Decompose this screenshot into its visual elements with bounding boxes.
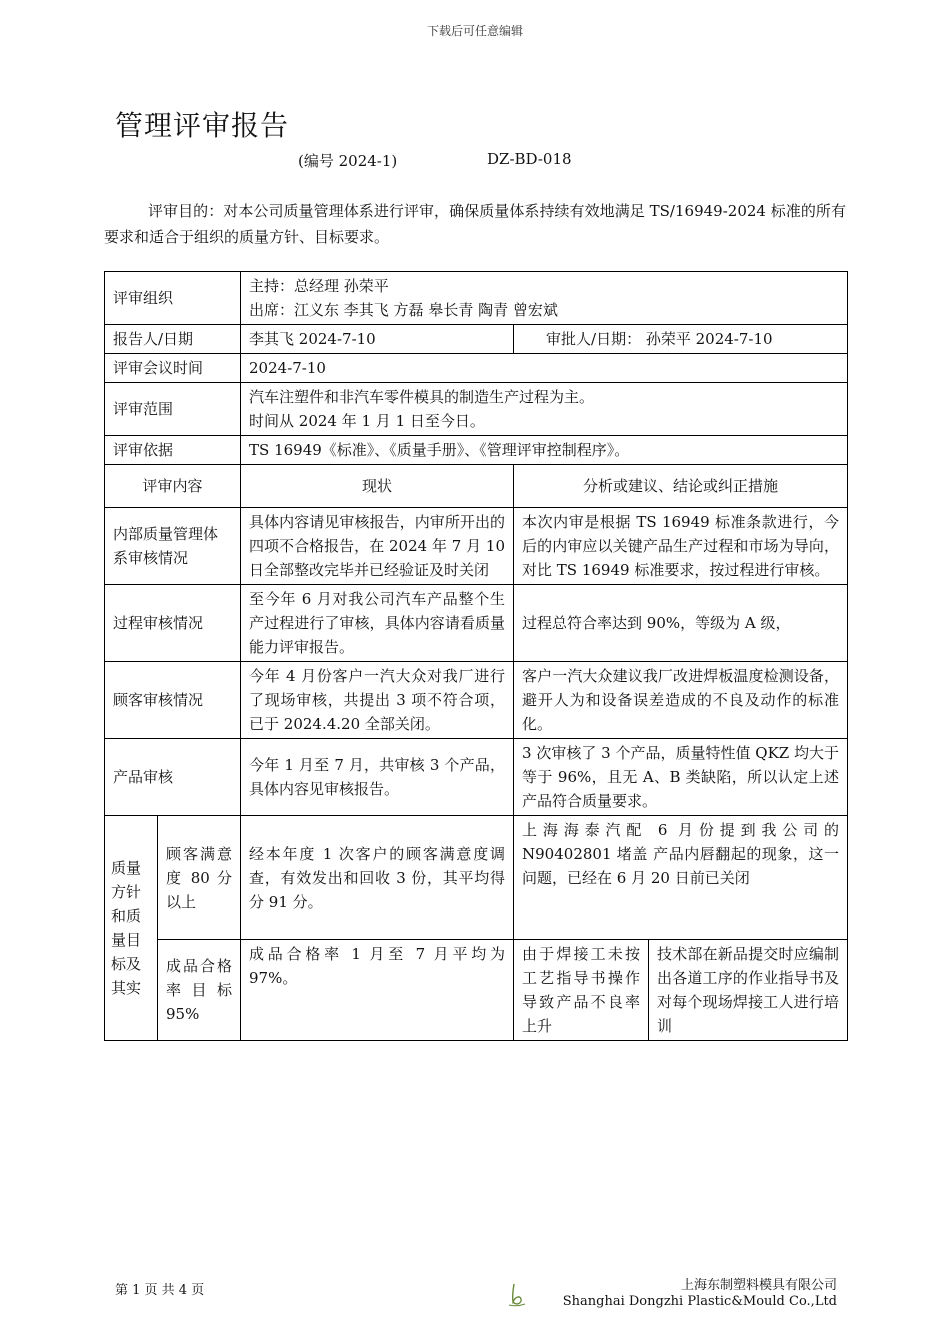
table-row <box>105 508 848 585</box>
org-value <box>241 272 848 325</box>
page-counter: 第 1 页 共 4 页 <box>115 1283 205 1298</box>
org-host: 主持：总经理 孙荣平 <box>249 277 389 295</box>
table-row <box>105 383 848 436</box>
review-table <box>104 271 848 1041</box>
org-attendees: 出席：江义东 李其飞 方磊 皋长青 陶青 曾宏斌 <box>249 301 558 319</box>
scope-line: 时间从 2024 年 1 月 1 日至今日。 <box>249 412 485 430</box>
brand-logo-icon <box>506 1282 528 1308</box>
table-row <box>105 816 848 940</box>
row-label: 产品审核 <box>105 739 241 816</box>
page-title: 管理评审报告 <box>115 109 290 142</box>
quality-sub-analysis: 上海海泰汽配 6 月份提到我公司的 N90402801 堵盖 产品内唇翻起的现象，这一问题，已经在 6 月 20 日前已关闭 <box>514 816 848 940</box>
scope-label: 评审范围 <box>105 383 241 436</box>
quality-label: 质量方针和质量目标及其实 <box>105 816 158 1041</box>
row-analysis: 3 次审核了 3 个产品，质量特性值 QKZ 均大于等于 96%，且无 A、B 类缺陷，所以认定上述产品符合质量要求。 <box>514 739 848 816</box>
meeting-label: 评审会议时间 <box>105 354 241 383</box>
company-name-cn: 上海东制塑料模具有限公司 <box>680 1278 837 1293</box>
col-header-content: 评审内容 <box>105 465 241 508</box>
quality-sub-label: 顾客满意度 80 分以上 <box>158 816 241 940</box>
row-status: 具体内容请见审核报告，内审所开出的四项不合格报告，在 2024 年 7 月 10 日全部整改完毕并已经验证及时关闭 <box>241 508 514 585</box>
company-info <box>563 1278 837 1310</box>
table-row <box>105 272 848 325</box>
org-label: 评审组织 <box>105 272 241 325</box>
col-header-status: 现状 <box>241 465 514 508</box>
basis-value: TS 16949《标准》、《质量手册》、《管理评审控制程序》。 <box>241 436 848 465</box>
quality-sub-cause: 由于焊接工未按工艺指导书操作导致产品不良率上升 <box>514 940 649 1041</box>
approver-value: 审批人/日期： 孙荣平 2024-7-10 <box>514 325 848 354</box>
col-header-analysis: 分析或建议、结论或纠正措施 <box>514 465 848 508</box>
table-row <box>105 436 848 465</box>
table-row <box>105 662 848 739</box>
serial-number: (编号 2024-1) <box>298 152 398 170</box>
row-status: 今年 1 月至 7 月，共审核 3 个产品，具体内容见审核报告。 <box>241 739 514 816</box>
scope-line: 汽车注塑件和非汽车零件模具的制造生产过程为主。 <box>249 388 595 406</box>
row-analysis: 本次内审是根据 TS 16949 标准条款进行，今后的内审应以关键产品生产过程和市场为导向，对比 TS 16949 标准要求，按过程进行审核。 <box>514 508 848 585</box>
basis-label: 评审依据 <box>105 436 241 465</box>
table-header-row <box>105 465 848 508</box>
top-note: 下载后可任意编辑 <box>426 24 523 38</box>
company-name-en: Shanghai Dongzhi Plastic&Mould Co.,Ltd <box>562 1294 837 1309</box>
document-number: DZ-BD-018 <box>487 150 572 168</box>
table-row <box>105 940 848 1041</box>
row-status: 今年 4 月份客户一汽大众对我厂进行了现场审核，共提出 3 项不符合项，已于 2024.4.20 全部关闭。 <box>241 662 514 739</box>
reporter-label: 报告人/日期 <box>105 325 241 354</box>
meeting-value: 2024-7-10 <box>241 354 848 383</box>
table-row <box>105 325 848 354</box>
row-label: 过程审核情况 <box>105 585 241 662</box>
table-row <box>105 739 848 816</box>
row-status: 至今年 6 月对我公司汽车产品整个生产过程进行了审核，具体内容请看质量能力评审报告。 <box>241 585 514 662</box>
quality-sub-action: 技术部在新品提交时应编制出各道工序的作业指导书及对每个现场焊接工人进行培训 <box>649 940 848 1041</box>
quality-sub-status: 成品合格率 1 月至 7 月平均为 97%。 <box>241 940 514 1041</box>
quality-sub-label: 成品合格率目标 95% <box>158 940 241 1041</box>
row-analysis: 过程总符合率达到 90%，等级为 A 级， <box>514 585 848 662</box>
row-label: 顾客审核情况 <box>105 662 241 739</box>
row-label: 内部质量管理体系审核情况 <box>105 508 241 585</box>
scope-value <box>241 383 848 436</box>
quality-sub-status: 经本年度 1 次客户的顾客满意度调查，有效发出和回收 3 份，其平均得分 91 分。 <box>241 816 514 940</box>
row-analysis: 客户一汽大众建议我厂改进焊板温度检测设备，避开人为和设备误差造成的不良及动作的标准化。 <box>514 662 848 739</box>
review-purpose: 评审目的：对本公司质量管理体系进行评审，确保质量体系持续有效地满足 TS/16949-2024 标准的所有要求和适合于组织的质量方针、目标要求。 <box>104 202 846 246</box>
table-row <box>105 585 848 662</box>
reporter-value: 李其飞 2024-7-10 <box>241 325 514 354</box>
table-row <box>105 354 848 383</box>
